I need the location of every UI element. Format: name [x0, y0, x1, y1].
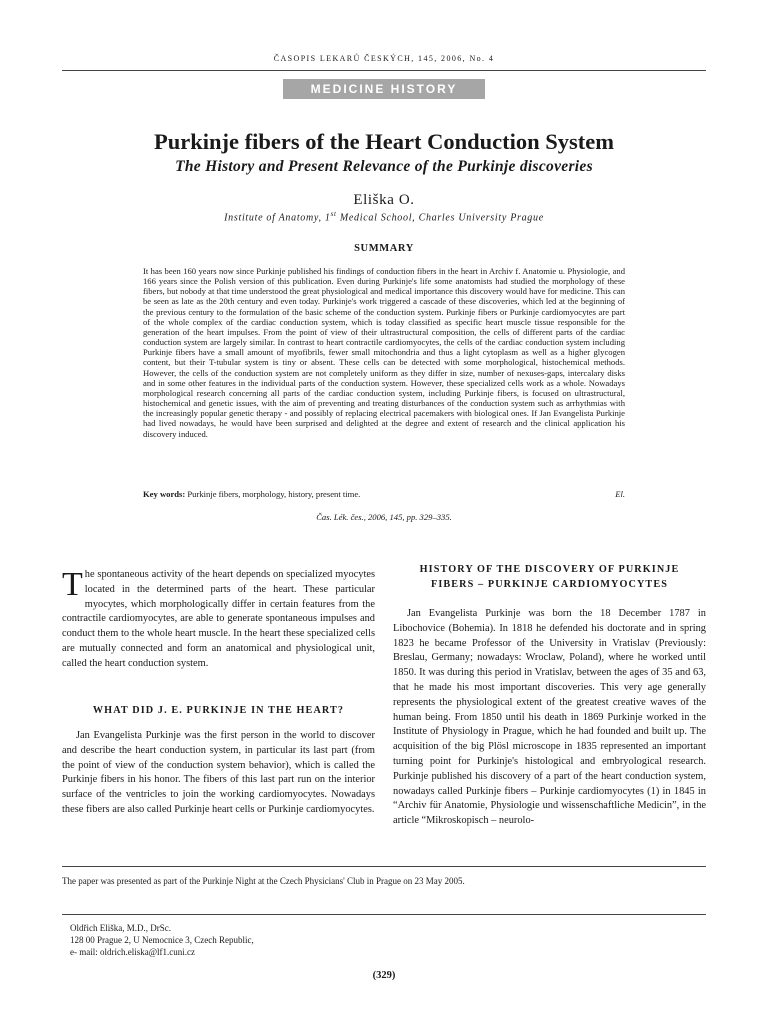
section2-heading-line1: HISTORY OF THE DISCOVERY OF PURKINJE	[419, 564, 680, 575]
section1-heading: WHAT DID J. E. PURKINJE IN THE HEART?	[92, 705, 345, 716]
citation: Čas. Lék. čes., 2006, 145, pp. 329–335.	[316, 512, 452, 522]
affiliation-pre: Institute of Anatomy, 1	[224, 212, 331, 224]
section1-text: Jan Evangelista Purkinje was the first person in the world to discover and describe the heart conduction system, in particular its last part (from the point of view of the conduction system behavior), which is called the Purkinje fibers in his honor. The fibers of this last part run on the interior surface of the ventricles to join the working cardiomyocytes. Nowadays these fibers are also called Purkinje heart cells or Purkinje cardiomyocytes.	[62, 730, 375, 815]
section-banner: MEDICINE HISTORY	[283, 79, 485, 99]
correspondence-address	[70, 922, 254, 958]
keywords-label: Key words:	[143, 489, 186, 499]
keywords-list: Purkinje fibers, morphology, history, present time.	[185, 489, 361, 499]
journal-header: ČASOPIS LEKARŮ ČESKÝCH, 145, 2006, No. 4	[273, 54, 495, 63]
keywords	[143, 489, 625, 500]
footnote: The paper was presented as part of the Purkinje Night at the Czech Physicians' Club in Prague on 23 May 2005.	[62, 876, 465, 886]
header-rule	[62, 70, 706, 71]
address-email: e- mail: oldrich.eliska@lf1.cuni.cz	[70, 947, 195, 957]
intro-text: he spontaneous activity of the heart depends on specialized myocytes located in the determined parts of the heart. These particular myocytes, which morphologically differ in certain features from the contractile cardiomyocytes, are able to generate spontaneous impulses and conduct them to the whole heart muscle. In the heart these specialized cells are mutually connected and form an anatomical and physiological unit, called the heart conduction system.	[62, 569, 375, 669]
address-line1: Oldřich Eliška, M.D., DrSc.	[70, 923, 171, 933]
author-name: Eliška O.	[353, 192, 415, 208]
address-rule	[62, 914, 706, 915]
summary-sign: El.	[615, 489, 625, 499]
intro-paragraph	[62, 568, 375, 672]
summary-heading: SUMMARY	[354, 243, 414, 254]
affiliation-post: Medical School, Charles University Prague	[336, 212, 544, 224]
section2-heading-line2: FIBERS – PURKINJE CARDIOMYOCYTES	[431, 579, 668, 590]
address-line2: 128 00 Prague 2, U Nemocnice 3, Czech Republic,	[70, 935, 254, 945]
page-number: (329)	[372, 970, 396, 981]
footnote-rule	[62, 866, 706, 867]
dropcap: T	[62, 566, 83, 603]
affiliation-sup: st	[330, 210, 337, 218]
summary-text: It has been 160 years now since Purkinje published his findings of conduction fibers in the heart in Archiv f. Anatomie u. Physiologie, and 166 years since the Polish version of this publication. Even during Purkinje's life some anatomists had studied the morphology of these fibers, but nobody at that time understood the great physiological and medical importance this discovery would have for medicine. This can be seen as late as the 20th century and even today. Purkinje's work triggered a cascade of these discoveries, which led at the beginning of the previous century to the formulation of the basic scheme of the conduction system. Purkinje fibers or Purkinje cardiomyocytes are part of the whole complex of the cardiac conduction system, which is today classified as specific heart muscle tissue responsible for the generation of the heart impulses. From the point of view of their ultrastructural composition, the cells of different parts of the cardiac conduction system are largely similar. In contrast to heart contractile cardiomyocytes, the cells of the cardiac conduction system including Purkinje fibers have a small amount of myofibrils, fewer small mitochondria and thus a light cytoplasm as well as a higher glycogen content, but their T-tubular system is tiny or absent. These cells can be detected with some morphological, histochemical methods. However, the cells of the conduction system are not completely uniform as they differ in size, number of nexuses-gaps, intercalary disks and in some other features in the individual parts of the conduction system. However, these specialized cells work as a whole. Nowadays morphological research concerning all parts of the cardiac conduction system, including Purkinje fibers, is focused on ultrastructural, histochemical and genetic issues, with the aim of preventing and treating disturbances of the conduction system such as arrhythmias with the increasingly popular genetic therapy - and possibly of replacing electrical pacemakers with biological ones. If Jan Evangelista Purkinje had lived nowadays, he would have been surprised and delighted at the degree and extent of research and the clinical application his discovery induced.	[143, 266, 625, 439]
author-affiliation	[0, 210, 768, 223]
article-title: Purkinje fibers of the Heart Conduction System	[154, 129, 614, 154]
article-subtitle: The History and Present Relevance of the Purkinje discoveries	[175, 158, 593, 175]
section2-heading	[393, 562, 706, 592]
section2-text: Jan Evangelista Purkinje was born the 18 December 1787 in Libochovice (Bohemia). In 1818 he defended his doctorate and in spring 1823 he became Professor of the University in Vratislav (Previously: Breslau, Germany; nowadays: Wroclaw, Poland), where he worked until 1850. It was during this period in Vratislav, between the ages of 35 and 63, that he made his most important discoveries. This very age generally represents the physiological extent of the greatest creative waves of the human being. From 1850 until his death in 1869 Purkinje worked in the Institute of Physiology in Prague, which he had founded and built up. The acquisition of the big Plösl microscope in 1835 represented an important turning point for Purkinje's histological and embryological research. Purkinje published his discovery of a part of the heart conduction system, nowadays called Purkinje fibers – Purkinje cardiomyocytes (1) in 1845 in “Archiv für Anatomie, Physiologie und wissenschaftliche Medicin”, in the article “Mikroskopisch – neurolo-	[393, 608, 706, 827]
